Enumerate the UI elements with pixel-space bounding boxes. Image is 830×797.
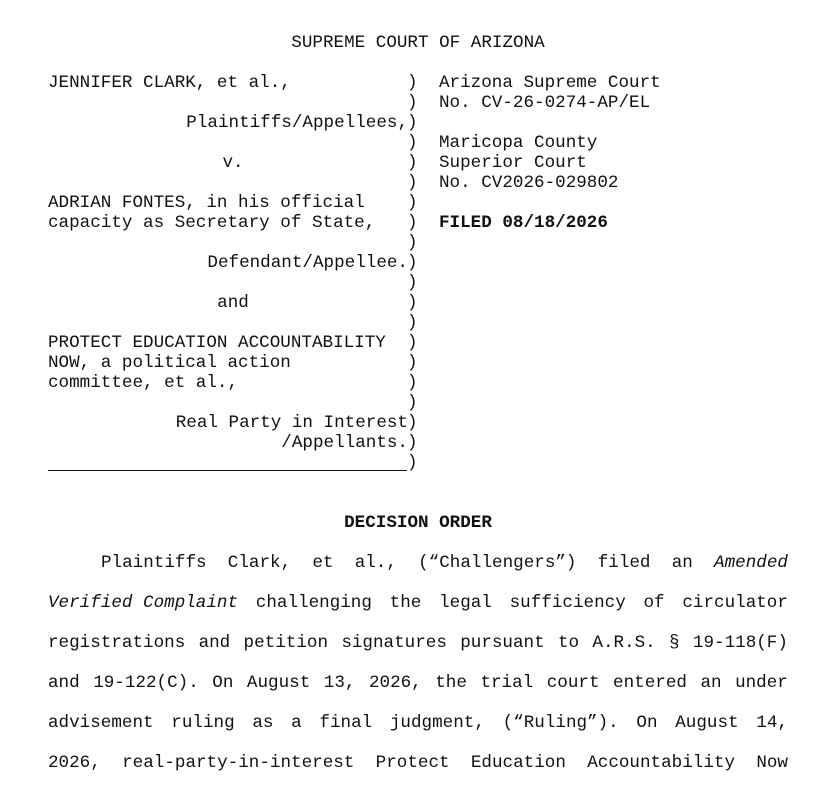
caption-party-line: Plaintiffs/Appellees,	[186, 113, 408, 133]
caption-party-line: JENNIFER CLARK, et al.,	[48, 73, 291, 93]
caption-parenthesis-column	[407, 73, 418, 473]
caption-paren: )	[407, 433, 418, 453]
order-text-line	[48, 673, 788, 713]
order-word: On	[636, 713, 658, 733]
caption-paren: )	[407, 333, 418, 353]
caption-party-line: Real Party in Interest	[175, 413, 408, 433]
caption-party-line: NOW, a political action	[48, 353, 291, 373]
caption-party-line	[48, 133, 408, 153]
order-word: of	[643, 593, 665, 613]
order-text-line	[48, 713, 788, 753]
caption-party-line: committee, et al.,	[48, 373, 239, 393]
caption-party-line: capacity as Secretary of State,	[48, 213, 376, 233]
order-word: (“Ruling”).	[502, 713, 619, 733]
case-caption-docket	[439, 73, 661, 233]
order-word: al.,	[354, 553, 397, 573]
caption-paren: )	[407, 313, 418, 333]
caption-paren: )	[407, 253, 418, 273]
order-word: the	[389, 593, 422, 613]
order-word: challenging	[255, 593, 372, 613]
order-text-line	[48, 633, 788, 673]
caption-paren: )	[407, 453, 418, 473]
caption-underline	[48, 470, 407, 471]
order-body	[48, 553, 788, 793]
caption-paren: )	[407, 273, 418, 293]
order-word: entered	[613, 673, 687, 693]
order-word: final	[319, 713, 373, 733]
caption-paren: )	[407, 353, 418, 373]
order-text-line	[48, 753, 788, 793]
order-word: August	[675, 713, 739, 733]
docket-line	[439, 113, 661, 133]
order-word: 14,	[756, 713, 788, 733]
order-word: Clark,	[227, 553, 292, 573]
caption-paren: )	[407, 393, 418, 413]
order-word: pursuant	[460, 633, 545, 653]
caption-party-line: v.	[222, 153, 244, 173]
docket-line: No. CV-26-0274-AP/EL	[439, 93, 651, 113]
order-word: judgment,	[389, 713, 485, 733]
order-word: petition	[243, 633, 329, 653]
order-word: an	[700, 673, 722, 693]
docket-line: Arizona Supreme Court	[439, 73, 661, 93]
order-word: registrations	[48, 633, 186, 653]
order-word: 19-122(C).	[93, 673, 199, 693]
caption-paren: )	[407, 413, 418, 433]
caption-party-line: and	[217, 293, 249, 313]
caption-party-line: /Appellants.	[281, 433, 408, 453]
caption-paren: )	[407, 73, 418, 93]
order-word: an	[671, 553, 693, 573]
docket-line: No. CV2026-029802	[439, 173, 619, 193]
order-word: to	[557, 633, 580, 653]
case-caption-parties	[48, 73, 408, 473]
caption-paren: )	[407, 293, 418, 313]
order-title: DECISION ORDER	[344, 513, 492, 533]
order-word: 19-118(F)	[692, 633, 788, 653]
order-text-line	[48, 593, 788, 633]
caption-party-line	[48, 93, 408, 113]
caption-party-line	[48, 173, 408, 193]
order-word: (“Challengers”)	[418, 553, 577, 573]
caption-paren: )	[407, 193, 418, 213]
order-text-line	[48, 553, 788, 593]
order-word: Protect	[375, 753, 450, 773]
caption-paren: )	[407, 373, 418, 393]
caption-paren: )	[407, 213, 418, 233]
order-word: Education	[470, 753, 566, 773]
order-word: court	[546, 673, 600, 693]
order-word: ruling	[171, 713, 235, 733]
order-word: August	[246, 673, 311, 693]
order-word: Now	[756, 753, 788, 773]
order-word: circulator	[682, 593, 788, 613]
order-word: A.R.S.	[592, 633, 656, 653]
caption-party-line	[48, 393, 408, 413]
caption-party-line	[48, 273, 408, 293]
caption-paren: )	[407, 233, 418, 253]
order-word: trial	[480, 673, 534, 693]
order-word: real-party-in-interest	[122, 753, 355, 773]
order-word: Verified Complaint	[48, 593, 239, 613]
order-word: Plaintiffs	[101, 553, 207, 573]
order-word: advisement	[48, 713, 154, 733]
caption-party-line: ADRIAN FONTES, in his official	[48, 193, 365, 213]
caption-paren: )	[407, 153, 418, 173]
order-word: the	[435, 673, 467, 693]
order-word: 13,	[323, 673, 356, 693]
caption-party-line: Defendant/Appellee.	[207, 253, 408, 273]
order-word: Accountability	[587, 753, 736, 773]
order-word: 2026,	[368, 673, 422, 693]
order-word: filed	[597, 553, 651, 573]
order-word: 2026,	[48, 753, 101, 773]
order-word: under	[735, 673, 788, 693]
caption-party-line	[48, 313, 408, 333]
caption-paren: )	[407, 113, 418, 133]
caption-paren: )	[407, 133, 418, 153]
filed-date: FILED 08/18/2026	[439, 213, 608, 233]
court-title: SUPREME COURT OF ARIZONA	[291, 33, 545, 53]
order-word: a	[291, 713, 302, 733]
order-word: sufficiency	[509, 593, 626, 613]
caption-paren: )	[407, 93, 418, 113]
caption-party-line	[48, 233, 408, 253]
docket-line: Maricopa County	[439, 133, 598, 153]
order-word: On	[212, 673, 234, 693]
caption-party-line: PROTECT EDUCATION ACCOUNTABILITY	[48, 333, 386, 353]
docket-line	[439, 193, 661, 213]
order-word: §	[669, 633, 680, 653]
order-word: et	[312, 553, 334, 573]
order-word: and	[48, 673, 80, 693]
order-word: and	[198, 633, 231, 653]
docket-line: Superior Court	[439, 153, 587, 173]
order-word: Amended	[714, 553, 788, 573]
order-word: as	[252, 713, 274, 733]
order-word: legal	[439, 593, 492, 613]
caption-paren: )	[407, 173, 418, 193]
order-word: signatures	[341, 633, 447, 653]
